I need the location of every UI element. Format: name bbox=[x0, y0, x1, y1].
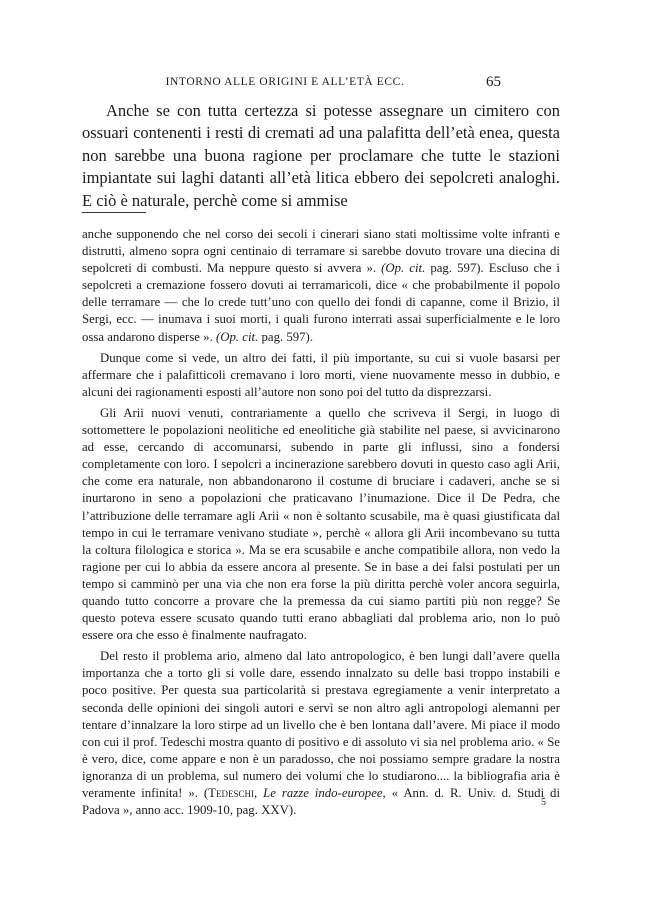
note-4-text-b: « Ann. d. R. Univ. d. Studi di Padova », anno acc. 1909-10, pag. XXV). bbox=[82, 786, 561, 818]
note-4-author: Tedeschi, bbox=[208, 786, 258, 800]
note-paragraph-1 bbox=[82, 226, 560, 346]
notes-block bbox=[82, 226, 560, 823]
page-number: 65 bbox=[486, 74, 501, 90]
note-1-citation-2: (Op. cit. bbox=[215, 329, 259, 344]
footnote-separator bbox=[82, 212, 146, 213]
note-paragraph-2: Dunque come si vede, un altro dei fatti, il più importante, su cui si vuole basarsi per affermare che i palafitticoli cremavano i loro morti, viene nuovamente messo in dubbio, e alcuni dei ragionamenti esposti all’autore non sono poi del tutto da disprezzarsi. bbox=[82, 350, 560, 399]
note-1-text-c: pag. 597). bbox=[261, 329, 314, 344]
running-header: INTORNO ALLE ORIGINI E ALL’ETÀ ECC. bbox=[165, 76, 405, 88]
note-4-title: Le razze indo-europee, bbox=[263, 786, 386, 800]
note-1-text-b: pag. 597). Escluso che i sepolcreti a cremazione fossero dovuti ai terramaricoli, dice « che probabilmente il popolo delle terramare — che lo crede tutt’uno con quello dei fondi di capanne, come il Brizio, il Sergi, ecc. — inumava i suoi morti, i quali furono interrati assai superficialmente e le loro ossa andarono disperse ». bbox=[82, 261, 560, 344]
note-paragraph-4 bbox=[82, 648, 560, 819]
note-paragraph-3: Gli Arii nuovi venuti, contrariamente a quello che scriveva il Sergi, in luogo di sottomettere le popolazioni neolitiche ed eneolitiche già stabilite nel paese, si avvicinarono ad esse, cercando di accomunarsi, subendo in parte gli influssi, sino a fondersi completamente con loro. I sepolcri a incinerazione sarebbero dovuti in questo caso agli Arii, che come era naturale, non abbandonarono il costume di bruciare i cadaveri, anche se si inurtarono in seno a popolazioni che praticavano l’inumazione. Dice il De Pedra, che l’attribuzione delle terramare agli Arii « non è soltanto scusabile, ma è quasi giustificata dal tempo in cui le terramare venivano studiate », perchè « allora gli Arii incombevano su tutta la coltura filologica e storica ». Ma se era scusabile e anche compatibile allora, non vedo la ragione per cui lo abbia da essere ancora al presente. Se in base a dei falsi postulati per un tempo si camminò per una via che non era forse la più diritta perchè voler ancora seguirla, quando tutto concorre a provare che la premessa da cui siamo partiti più non regge? Se questo poteva essere scusato quando tutti erano abbagliati dal problema ario, non lo può essere ora che esso è finalmente naufragato. bbox=[82, 405, 560, 643]
main-text-paragraph: Anche se con tutta certezza si potesse assegnare un cimitero con ossuari contenenti i resti di cremati ad una palafitta dell’età enea, questa non sarebbe una buona ragione per proclamare che tutte le stazioni impiantate sui laghi datanti all’età litica ebbero dei sepolcreti analoghi. E ciò è naturale, perchè come si ammise bbox=[82, 101, 560, 210]
note-1-text-a: anche supponendo che nel corso dei secoli i cinerari siano stati moltissime volte infranti e distrutti, almeno sopra ogni centinaio di terramare si sarebbe dovuto trovare una diecina di sepolcreti di combusti. Ma neppure questo si avvera ». bbox=[82, 227, 560, 276]
note-4-text-a: Del resto il problema ario, almeno dal lato antropologico, è ben lungi dall’avere quella importanza che a torto gli si volle dare, essendo innalzato su delle basi troppo instabili e poco positive. Per questa sua particolarità si prestava egregiamente a venir interpretato a seconda delle opinioni dei singoli autori e servì se non altro agli antropologi alemanni per tentare d’innalzare la loro stirpe ad un livello che è ben lontana dall’avere. Mi piace il modo con cui il prof. Tedeschi mostra quanto di positivo e di assoluto vi sia nel problema ario. « Se è vero, dice, come appare e non è un paradosso, che noi possiamo sempre gradare la nostra ignoranza di un problema, sul numero dei volumi che lo studiarono.... la bibliografia aria è veramente infinita! ». ( bbox=[82, 649, 560, 800]
signature-mark: 5 bbox=[541, 797, 546, 808]
note-1-citation-1: (Op. cit. bbox=[381, 261, 426, 276]
